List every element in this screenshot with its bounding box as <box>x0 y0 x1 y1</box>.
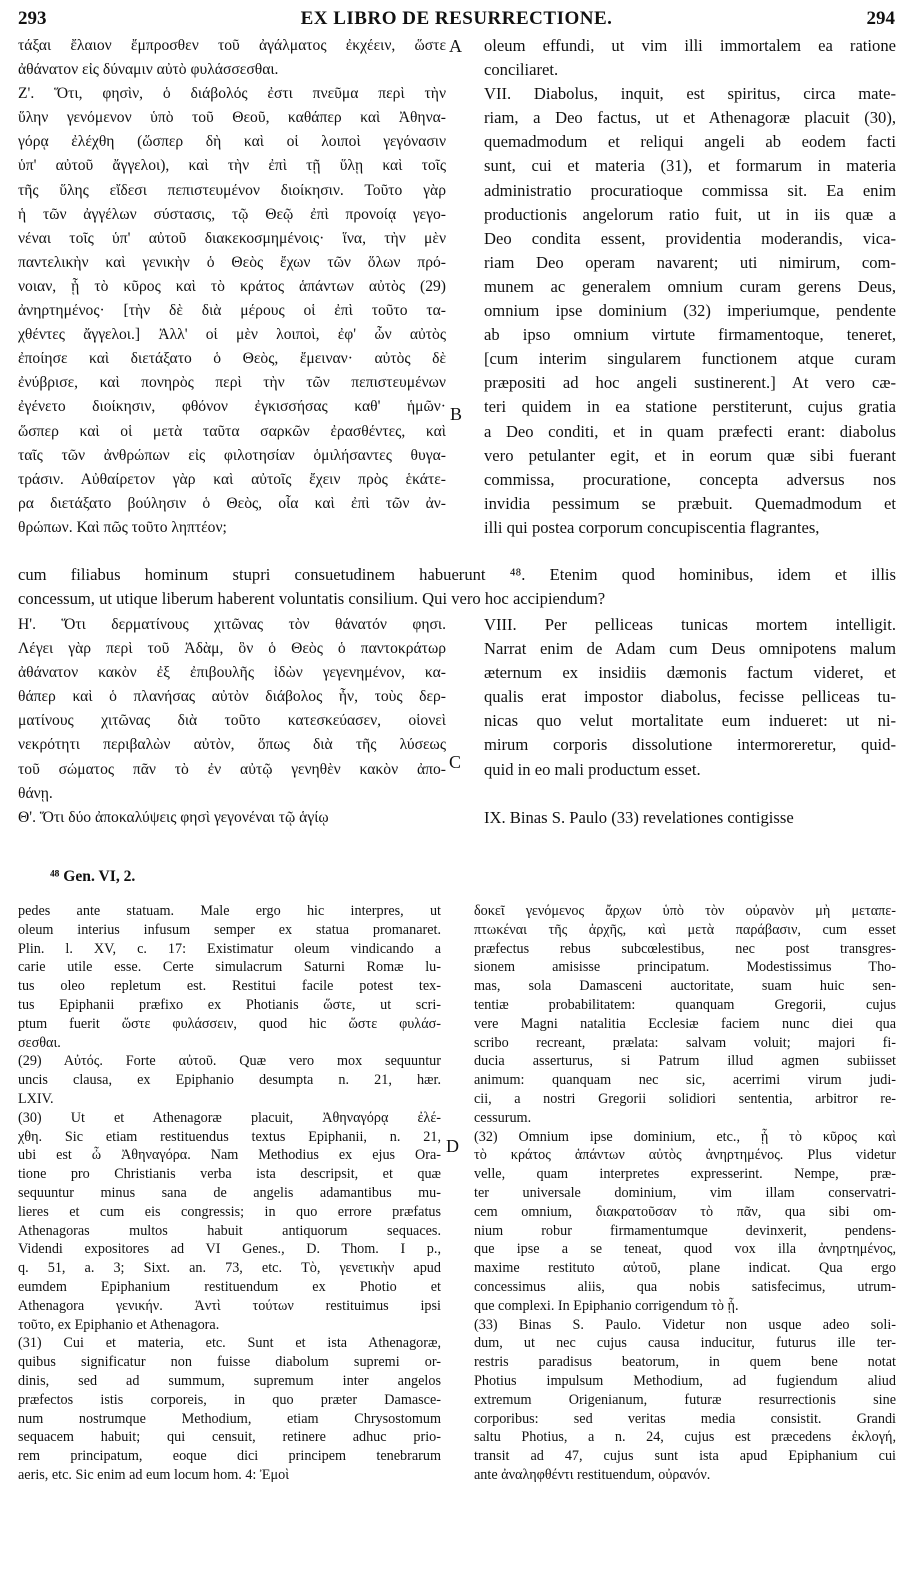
text-line: q. 51, a. 3; Sixt. an. 73, etc. Τὸ, γενετικὴν apud <box>18 1260 441 1277</box>
text-line: æternum ex insidiis dæmonis factum videret, et <box>484 663 896 683</box>
text-line: illi qui postea corporum concupiscentia flagrantes, <box>484 517 820 537</box>
text-line: sionem amisisse principatum. Modestissimus Tho- <box>474 959 896 976</box>
text-line: tus Epiphanii præfixo ex Photianis ὥστε, ut scri- <box>18 996 441 1013</box>
text-line: τράσιν. Αὐθαίρετον γὰρ καὶ αὐτοῖς ἔχειν πρὸς ἑκάτε- <box>18 470 446 488</box>
text-line: ptum fuerit ὥστε φυλάσσειν, quod hic ὥστε φυλάσ- <box>18 1015 441 1032</box>
text-line: παντελικὴν καὶ γενικὴν ὁ Θεὸς ἔχων τῶν ὅλων πρό- <box>18 253 446 271</box>
text-line: τοῦτο, ex Epiphanio et Athenagora. <box>18 1316 220 1333</box>
text-line: VIII. Per pelliceas tunicas mortem intelligit. <box>484 615 896 634</box>
text-line: Photius impulsum Methodium, ad fugiendum aliud <box>474 1372 896 1389</box>
text-line: LXIV. <box>18 1090 54 1107</box>
text-line: præfectos istis corporeis, in quo præter Damasce- <box>18 1391 441 1408</box>
text-line: Ζ'. Ὅτι, φησὶν, ὁ διάβολός ἐστι πνεῦμα περὶ τὴν <box>18 85 446 103</box>
text-line: animum: quanquam nec sic, acerrimi virum judi- <box>474 1072 896 1089</box>
text-line: a Deo conditi, et in quam præfecti erant: diabolus <box>484 421 896 441</box>
text-line: χθη. Sic etiam restituendus textus Epiphanii, n. 21, <box>18 1128 441 1145</box>
text-line: mirum corporis dissolutione intermoreretur, quid- <box>484 735 896 755</box>
text-line: cii, a nostri Gregorii solidiori sententia, arbitror re- <box>474 1090 896 1107</box>
text-line: rem principatum, eoque dici principem tenebrarum <box>18 1448 441 1465</box>
text-line: conciliaret. <box>484 60 559 80</box>
latin-column-middle <box>484 613 896 830</box>
text-line: aeris, etc. Sic enim ad eum locum hom. 4: Ἐμοὶ <box>18 1466 290 1483</box>
text-line: commissa, procuratione, concepta adversus nos <box>484 469 896 489</box>
text-line: ἀθάνατον εἰς δύναμιν αὐτὸ φυλάσσεσθαι. <box>18 61 279 79</box>
text-line: ἀνηρτημένος· [τὴν δὲ διὰ μέρους οἱ ἐπὶ τοῦτο τα- <box>18 302 446 320</box>
text-line: oleum effundi, ut vim illi immortalem ea ratione <box>484 36 896 55</box>
text-line: extremum Origenianum, futuræ resurrectionis sine <box>474 1391 896 1408</box>
text-line: concessum, ut utique liberum haberent voluntatis consilium. Qui vero hoc accipiendum? <box>18 589 606 609</box>
text-line: χθέντες ἄγγελοι.] Ἀλλ' οἱ μὲν λοιποὶ, ἐφ' ὧν αὐτὸς <box>18 326 446 344</box>
text-line: præfectus rebus subcœlestibus, nec post transgres- <box>474 940 896 957</box>
text-line: corporibus: sed veritas media consistit. Grandi <box>474 1410 896 1427</box>
greek-column-top <box>18 34 446 540</box>
text-line: teri quidem in ea statione perstiterunt, cujus gratia <box>484 397 896 417</box>
text-line: riam, a Deo factus, ut et Athenagoræ placuit (30), <box>484 108 896 128</box>
text-line: Athenagoras multos habuit antiquorum sequaces. <box>18 1222 441 1239</box>
text-line: vere Magni natalitia Ecclesiæ faciem nunc diei qua <box>474 1015 896 1032</box>
text-line: Θ'. Ὅτι δύο ἀποκαλύψεις φησὶ γεγονέναι τῷ ἁγίῳ <box>18 808 329 826</box>
text-line: administratio procuratioque commissa sit. Ea enim <box>484 180 896 200</box>
margin-letter-b: B <box>450 404 463 424</box>
text-line: oleum interius infusum semper ex statua promanaret. <box>18 921 441 938</box>
text-line: Narrat enim de Adam cum Deus omnipotens malum <box>484 639 896 659</box>
text-line: dinis, sed ad summum, supremum inter angelos <box>18 1372 441 1389</box>
text-line: lieres et cum eis congressis; in quo errore præfatus <box>18 1203 441 1220</box>
text-line: munem ac generalem omnium curam gerens Deus, <box>484 276 896 296</box>
text-line: præpositi ad hoc angeli sustinerent.] At vero cæ- <box>484 373 896 393</box>
text-line: tentiæ probabilitatem: quanquam Gregorii, cujus <box>474 996 896 1013</box>
text-line: carie utile esse. Certe simulacrum Saturni Romæ lu- <box>18 959 441 976</box>
text-line: dum, ut nec cujus causa inducitur, futurus ille ter- <box>474 1335 896 1352</box>
text-line: scribo recreant, prælata: salvam voluit; majori fi- <box>474 1034 896 1051</box>
text-line: eumdem Epiphanium restituendum ex Photio et <box>18 1278 441 1295</box>
text-line: maxime restituto αὐτοῦ, plane indicat. Qua ergo <box>474 1260 896 1277</box>
notes-column-left <box>18 902 441 1485</box>
text-line: ὥσπερ καὶ οἱ μετὰ ταῦτα σαρκῶν ἐρασθέντες, καὶ <box>18 422 446 440</box>
text-line: Deo condita essent, providentia moderandis, vica- <box>484 228 896 248</box>
text-line: (29) Αὐτός. Forte αὐτοῦ. Quæ vero mox sequuntur <box>18 1053 441 1070</box>
text-line: que ipse a se teneat, quod vox illa ἀνηρτημένος, <box>474 1241 896 1258</box>
text-line: τοῦ σώματος πᾶν τὸ ἐν αὐτῷ γενηθὲν κακὸν ἀπο- <box>18 760 446 778</box>
full-width-latin <box>18 563 896 611</box>
text-line: ματίνους χιτῶνας διὰ τοῦτο κατεσκεύασεν, οἱονεὶ <box>18 712 446 730</box>
text-line: (30) Ut et Athenagoræ placuit, Ἀθηναγόρᾳ ἐλέ- <box>18 1109 441 1126</box>
running-title: EX LIBRO DE RESURRECTIONE. <box>300 8 613 29</box>
greek-column-middle <box>18 613 446 830</box>
text-line: tus oleo repletum est. Restitui facile potest tex- <box>18 978 441 995</box>
text-line: quid in eo mali productum esset. <box>484 759 701 779</box>
text-line: θάνῃ. <box>18 784 53 802</box>
text-line: ἐποίησε καὶ διετάξατο ὁ Θεὸς, ἔμειναν· αὐτὸς δὲ <box>18 350 446 368</box>
latin-column-top <box>484 34 896 540</box>
scripture-footnote: ⁴⁸ Gen. VI, 2. <box>50 868 136 885</box>
text-line: νεκρότητι περιβαλὼν αὐτὸν, ὅπως διὰ τῆς λύσεως <box>18 736 446 754</box>
text-line: ρα διετάξατο βούλησιν ὁ Θεὸς, οἷα καὶ ἐπὶ τῶν ἀν- <box>18 494 446 512</box>
text-line: pedes ante statuam. Male ergo hic interpres, ut <box>18 903 441 919</box>
text-line: ubi est ὦ Ἀθηναγόρα. Nam Methodius ex ejus Ora- <box>18 1147 441 1164</box>
text-line: concessimus aliis, qua nobis satisfecimus, utrum- <box>474 1278 896 1295</box>
text-line: νέναι τοῖς ὑπ' αὐτοῦ διακεκοσμημένοις· ἵνα, τὴν μὲν <box>18 229 446 247</box>
text-line: VII. Diabolus, inquit, est spiritus, circa mate- <box>484 84 896 104</box>
text-line: ducia asserturus, si Patrum illud agmen subiisset <box>474 1053 896 1070</box>
text-line: τὸ κράτος ἁπάντων αὐτὸς ἀνηρτημένος. Plus videtur <box>474 1147 896 1164</box>
text-line: τάξαι ἔλαιον ἔμπροσθεν τοῦ ἀγάλματος ἐκχέειν, ὥστε <box>18 37 446 54</box>
text-line: velle, quam interpretes expresserint. Nempe, præ- <box>474 1166 896 1183</box>
text-line: θάπερ καὶ ὁ πλανήσας αὐτὸν διάβολος ἦν, τοὺς δερ- <box>18 688 446 706</box>
text-line: sequacem habuit; qui censuit, retinere adhuc prio- <box>18 1429 441 1446</box>
text-line: ἐγένετο διοίκησιν, φθόνον ἐγκισσήσας καθ' ἡμῶν· <box>18 398 446 416</box>
text-line: (33) Binas S. Paulo. Videtur non usque adeo soli- <box>474 1316 896 1333</box>
text-line: ἀθάνατον κακὸν ἐξ ἐπιβουλῆς ἰδὼν γεγενημένον, κα- <box>18 664 446 682</box>
text-line: Λέγει γὰρ περὶ τοῦ Ἀδὰμ, ὃν ὁ Θεὸς ὁ παντοκράτωρ <box>18 640 446 658</box>
text-line: ἡ τῶν ἀγγέλων σύστασις, τῷ Θεῷ ἐπὶ προνοίᾳ γεγο- <box>18 205 446 223</box>
text-line: ante ἀναληφθέντι restituendum, οὐρανόν. <box>474 1466 711 1483</box>
text-line: (32) Omnium ipse dominium, etc., ᾗ τὸ κῦρος καὶ <box>474 1128 896 1145</box>
text-line: productionis angelorum ratio fuit, ut in iis quæ a <box>484 204 896 224</box>
text-line: quemadmodum et reliqui angeli ab eodem facti <box>484 132 896 152</box>
text-line: IX. Binas S. Paulo (33) revelationes contigisse <box>484 807 794 827</box>
text-line: vero petulanter egit, et in eorum quæ sibi fuerant <box>484 445 896 465</box>
text-line: σεσθαι. <box>18 1034 61 1051</box>
text-line: nicas quo velut mortalitate eum indueret: ut ni- <box>484 711 896 731</box>
text-line: invidia pessimum se præbuit. Quemadmodum et <box>484 493 896 513</box>
text-line: que complexi. In Epiphanio corrigendum τὸ ᾗ. <box>474 1297 739 1314</box>
page-number-left: 293 <box>18 8 47 29</box>
text-line: ἐνύβρισε, καὶ πονηρὸς περὶ τὴν τῶν πεπιστευμένων <box>18 374 446 392</box>
text-line: [cum interim singularem functionem atque curam <box>484 349 896 369</box>
page-number-right: 294 <box>866 8 895 29</box>
text-line: tione pro Christianis verba ista descripsit, et quæ <box>18 1166 441 1183</box>
margin-letter-c: C <box>449 752 462 772</box>
text-line: omnium ipse dominium (32) imperiumque, pendente <box>484 301 896 321</box>
text-line: νοιαν, ᾗ τὸ κῦρος καὶ τὸ κράτος ἁπάντων αὐτὸς (29) <box>18 277 446 295</box>
text-line <box>484 782 896 806</box>
text-line: qualis erat impostor diabolus, fecisse pelliceas tu- <box>484 687 896 707</box>
text-line: quibus significatur non fuisse diabolum supremi or- <box>18 1354 441 1371</box>
text-line: ter universale dominium, vim illam conservatri- <box>474 1184 896 1201</box>
text-line: nium robur firmamentumque devinxerit, pendens- <box>474 1222 896 1239</box>
text-line: cem omnium, διακρατοῦσαν τὸ πᾶν, qua sibi om- <box>474 1203 896 1220</box>
text-line: ταῖς τῶν ἀνθρώπων εἰς φιλοτησίαν ὁμιλήσαντες θυγα- <box>18 446 446 464</box>
text-line: riam Deo operam navarent; uti nimirum, com- <box>484 252 896 272</box>
text-line: Plin. l. XV, c. 17: Existimatur oleum vindicando a <box>18 940 441 957</box>
text-line: τῆς ὕλης εἴδεσι πεπιστευμένον διοίκησιν. Τοῦτο γὰρ <box>18 181 446 199</box>
text-line: Η'. Ὅτι δερματίνους χιτῶνας τὸν θάνατόν φησι. <box>18 616 446 633</box>
text-line: cessurum. <box>474 1109 532 1126</box>
text-line: sunt, cui et materia (31), et formarum in materia <box>484 156 896 176</box>
text-line: ab ipso omnium virtute firmamentoque, teneret, <box>484 325 896 345</box>
text-line: ὑπ' αὐτοῦ ἄγγελοι), καὶ τὴν ἐπὶ τῇ ὕλῃ καὶ τοῖς <box>18 157 446 175</box>
text-line: πτωκέναι τῆς ἀρχῆς, καὶ μετὰ παράβασιν, cum esset <box>474 921 896 938</box>
text-line: saltu Photius, a n. 24, cujus est præcedens ἐκλογή, <box>474 1429 896 1446</box>
text-line: θρώπων. Καὶ πῶς τοῦτο ληπτέον; <box>18 518 227 536</box>
text-line: Videndi expositores ad VI Genes., D. Thom. I p., <box>18 1241 441 1258</box>
notes-column-right <box>474 902 896 1485</box>
text-line: cum filiabus hominum stupri consuetudinem habuerunt ⁴⁸. Etenim quod hominibus, idem et illis <box>18 565 896 584</box>
margin-letter-d: D <box>446 1136 459 1156</box>
text-line: δοκεῖ γενόμενος ἄρχων ὑπὸ τὸν οὐρανὸν μὴ μεταπε- <box>474 903 896 919</box>
text-line: ὕλην γενόμενον ὑπὸ τοῦ Θεοῦ, καθάπερ καὶ Ἀθηνα- <box>18 109 446 127</box>
text-line: Athenagora γενικήν. Ἀντὶ τούτων restituimus ipsi <box>18 1297 441 1314</box>
text-line: (31) Cui et materia, etc. Sunt et ista Athenagoræ, <box>18 1335 441 1352</box>
text-line: sequuntur minus sana de angelis adamantibus mu- <box>18 1184 441 1201</box>
text-line: restris paradisus beatorum, in quem bene notat <box>474 1354 896 1371</box>
text-line: transit ad 47, cujus sunt ista apud Epiphanium cui <box>474 1448 896 1465</box>
text-line: uncis clausa, ex Epiphanio desumpta n. 21, hær. <box>18 1072 441 1089</box>
text-line: num nostrumque Methodium, etiam Chrysostomum <box>18 1410 441 1427</box>
text-line: mas, sola Damasceni auctoritate, suam huic sen- <box>474 978 896 995</box>
text-line: γόρᾳ ἐλέχθη (ὥσπερ δὴ καὶ οἱ λοιποὶ γεγόνασιν <box>18 133 446 151</box>
margin-letter-a: A <box>449 36 462 56</box>
page-header <box>18 8 895 32</box>
